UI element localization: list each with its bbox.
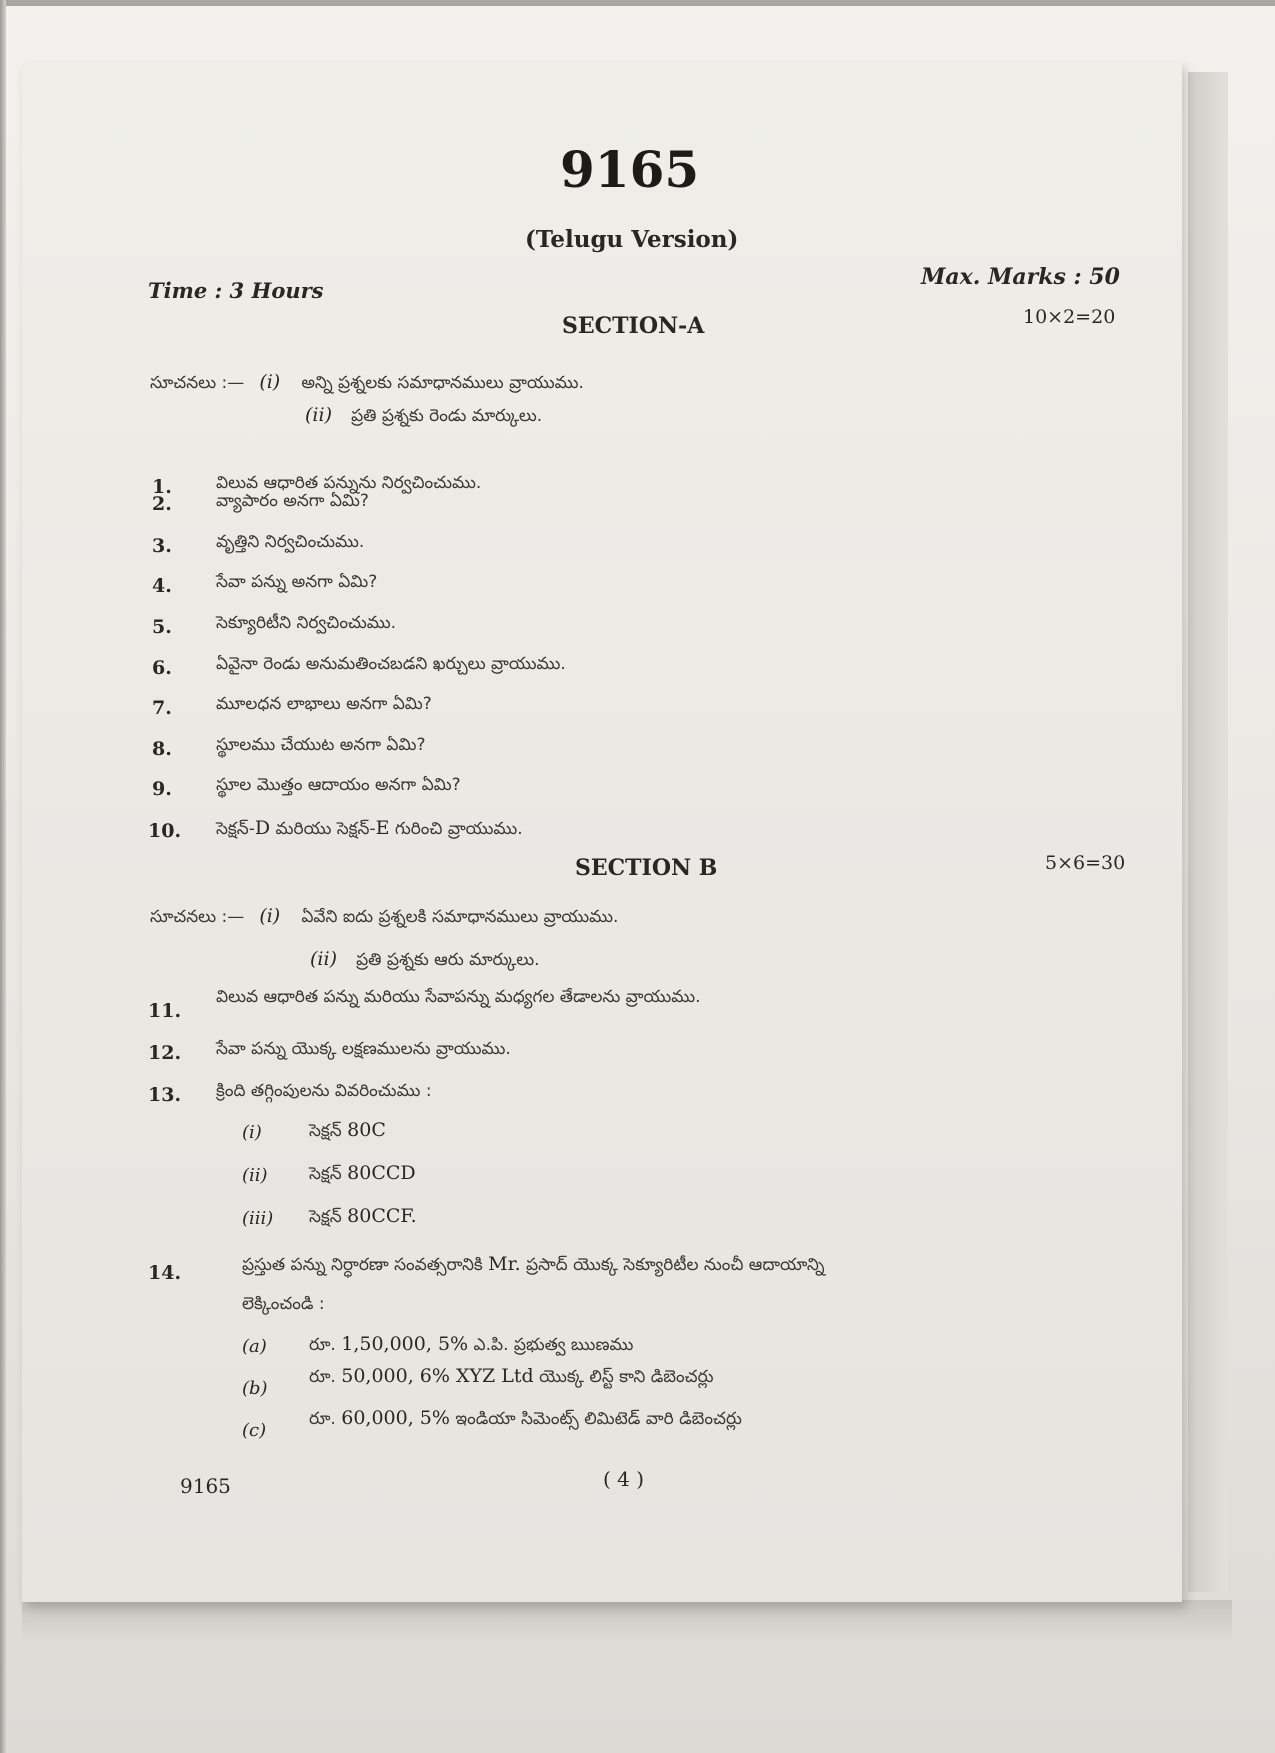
item-description: యొక్క లిస్ట్ కాని డిబెంచర్లు (539, 1367, 714, 1387)
question-number: 4. (152, 575, 172, 597)
instruction-number: (ii) (305, 404, 332, 426)
question-text: సెక్యూరిటీని నిర్వచించుము. (216, 613, 397, 633)
instruction-text: ప్రతి ప్రశ్నకు రెండు మార్కులు. (351, 406, 543, 426)
question-text: విలువ ఆధారిత పన్నును నిర్వచించుము. (216, 473, 482, 493)
question-number: 5. (152, 616, 172, 638)
question-text (242, 1253, 825, 1279)
footer-paper-code: 9165 (180, 1474, 231, 1498)
question-number: 1. (152, 476, 172, 498)
instruction-text: ఏవేని ఐదు ప్రశ్నలకి సమాధానములు వ్రాయుము. (301, 907, 619, 927)
section-b-instructions-line-2 (310, 948, 540, 974)
sub-item-text (309, 1333, 633, 1359)
sub-item-text (309, 1365, 714, 1391)
question-number: 9. (152, 778, 172, 800)
question-text: సేవా పన్ను అనగా ఏమి? (216, 572, 378, 592)
sub-item-label: (b) (242, 1378, 268, 1399)
question-text: సేవా పన్ను యొక్క లక్షణములను వ్రాయుము. (216, 1039, 511, 1059)
question-text-part: గురించి వ్రాయుము. (389, 819, 523, 839)
section-b-marks: 5×6=30 (1045, 852, 1126, 874)
question-number: 14. (148, 1262, 182, 1284)
exam-time: Time : 3 Hours (148, 278, 324, 303)
question-text: వ్యాపారం అనగా ఏమి? (216, 491, 369, 511)
section-code: E (375, 817, 390, 839)
question-number: 10. (148, 820, 182, 842)
item-description: ఇండియా సిమెంట్స్ లిమిటెడ్ వారి డిబెంచర్లు (455, 1409, 742, 1429)
question-number: 8. (152, 738, 172, 760)
question-number: 2. (152, 493, 172, 515)
instruction-number: (i) (259, 905, 281, 927)
section-a-instructions-line-1 (150, 371, 584, 397)
section-b-title: SECTION B (575, 855, 718, 881)
sub-item-label: (iii) (242, 1208, 274, 1229)
question-text: విలువ ఆధారిత పన్ను మరియు సేవాపన్ను మధ్యగల తేడాలను వ్రాయుము. (216, 987, 701, 1007)
sub-item-label: (c) (242, 1420, 267, 1441)
page-number: ( 4 ) (603, 1467, 645, 1491)
section-code: 80CCD (347, 1162, 416, 1184)
currency-label: రూ. (309, 1367, 336, 1387)
paper-right-shade (1188, 72, 1228, 1592)
section-code: 80CCF. (347, 1205, 417, 1227)
name-title: Mr. (488, 1253, 521, 1275)
sub-item-text (309, 1407, 742, 1433)
sub-item-label: (a) (242, 1336, 267, 1357)
section-code: D (254, 817, 271, 839)
question-number: 3. (152, 535, 172, 557)
currency-label: రూ. (309, 1335, 336, 1355)
amount: 60,000, 5% (341, 1407, 450, 1429)
question-number: 12. (148, 1042, 182, 1064)
question-number: 13. (148, 1084, 182, 1106)
question-text-part: ప్రస్తుత పన్ను నిర్ధారణా సంవత్సరానికి (242, 1255, 489, 1275)
instruction-number: (i) (259, 371, 281, 393)
sub-item-text (309, 1162, 416, 1188)
instructions-label: సూచనలు :— (150, 373, 245, 393)
question-text: వృత్తిని నిర్వచించుము. (216, 532, 365, 552)
section-prefix: సెక్షన్ (309, 1121, 342, 1141)
currency-label: రూ. (309, 1409, 336, 1429)
question-number: 7. (152, 697, 172, 719)
sub-item-text (309, 1205, 417, 1231)
instruction-text: ప్రతి ప్రశ్నకు ఆరు మార్కులు. (356, 950, 540, 970)
scan-top-edge (0, 0, 1275, 6)
max-marks: Max. Marks : 50 (921, 264, 1120, 290)
question-text-part: ప్రసాద్ యొక్క సెక్యూరిటీల నుంచీ ఆదాయాన్ని (520, 1255, 825, 1275)
paper-bottom-shade (22, 1600, 1232, 1640)
amount: 1,50,000, 5% (341, 1333, 469, 1355)
section-a-marks: 10×2=20 (1023, 306, 1116, 328)
sub-item-text (309, 1119, 386, 1145)
question-number: 6. (152, 657, 172, 679)
question-text-part: మరియు సెక్షన్- (270, 819, 376, 839)
paper-code-title: 9165 (560, 140, 700, 199)
instructions-label: సూచనలు :— (150, 907, 245, 927)
scan-left-edge (0, 0, 6, 1753)
paper-version: (Telugu Version) (525, 226, 739, 253)
question-text: క్రింది తగ్గింపులను వివరించుము : (216, 1081, 432, 1101)
instruction-number: (ii) (310, 948, 337, 970)
question-text-line-2: లెక్కించండి : (242, 1294, 325, 1314)
sub-item-label: (ii) (242, 1165, 268, 1186)
section-prefix: సెక్షన్ (309, 1164, 342, 1184)
section-a-instructions-line-2 (305, 404, 542, 430)
question-text: స్థూల మొత్తం ఆదాయం అనగా ఏమి? (216, 775, 461, 795)
question-text: మూలధన లాభాలు అనగా ఏమి? (216, 694, 432, 714)
amount: 50,000, 6% XYZ Ltd (341, 1365, 534, 1387)
question-text: ఏవైనా రెండు అనుమతించబడని ఖర్చులు వ్రాయుము. (216, 654, 566, 674)
question-number: 11. (148, 1000, 182, 1022)
question-text (216, 817, 523, 843)
section-prefix: సెక్షన్ (309, 1207, 342, 1227)
section-a-title: SECTION-A (562, 313, 705, 339)
instruction-text: అన్ని ప్రశ్నలకు సమాధానములు వ్రాయుము. (301, 373, 584, 393)
sub-item-label: (i) (242, 1122, 262, 1143)
question-text-part: సెక్షన్- (216, 819, 255, 839)
section-code: 80C (347, 1119, 386, 1141)
question-text: స్థూలము చేయుట అనగా ఏమి? (216, 735, 426, 755)
item-description: ఎ.పి. ప్రభుత్వ ఋణము (473, 1335, 634, 1355)
section-b-instructions-line-1 (150, 905, 618, 931)
